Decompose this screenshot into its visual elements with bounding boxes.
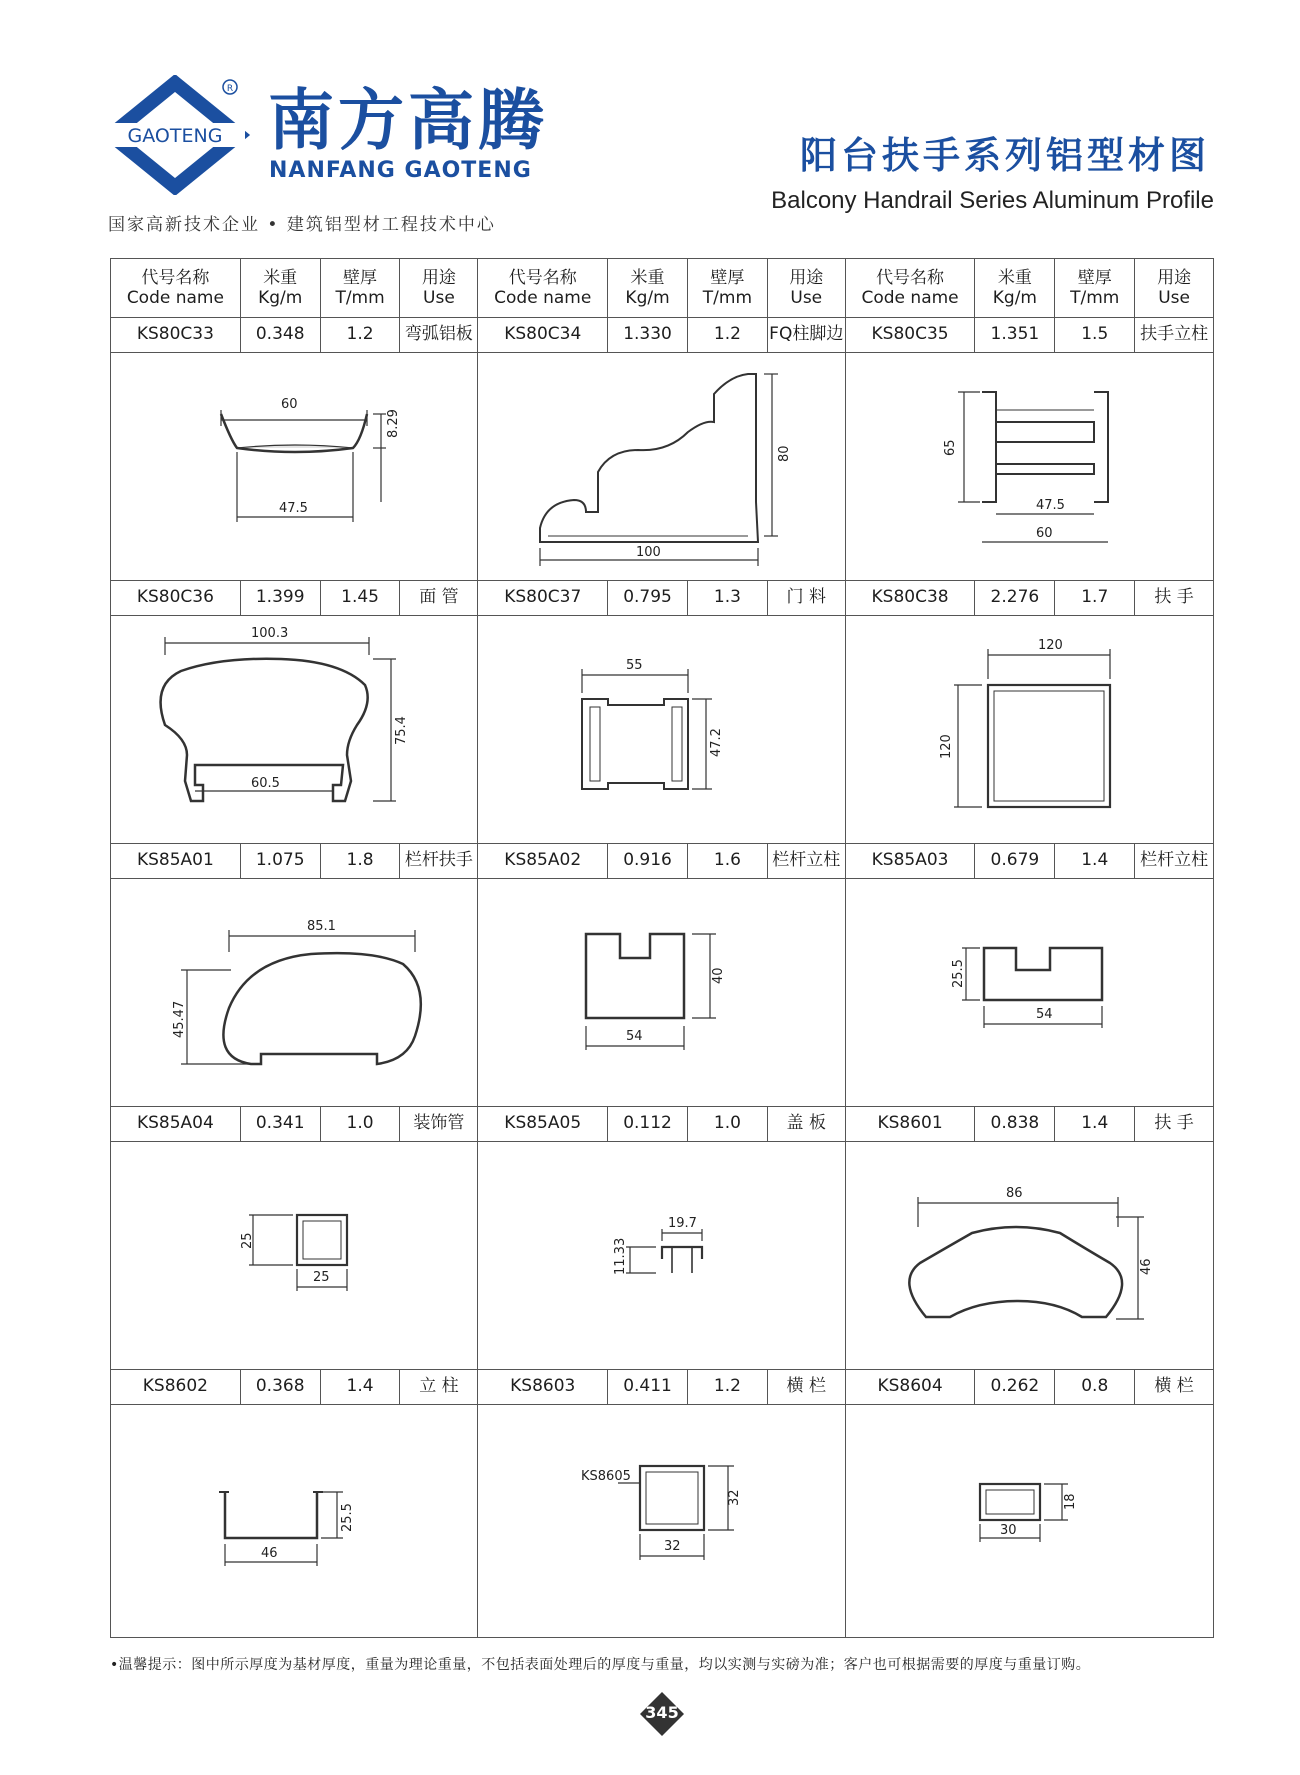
- svg-text:19.7: 19.7: [668, 1216, 698, 1231]
- code-cell: KS80C38: [846, 580, 976, 615]
- use-cell: 门 料: [768, 580, 846, 615]
- drawing-row: [111, 1141, 1213, 1370]
- profile-drawing-ks85a03: [846, 878, 1213, 1106]
- thickness-cell: 1.2: [688, 1369, 768, 1404]
- code-cell: KS8601: [846, 1106, 976, 1141]
- thickness-cell: 1.5: [1055, 317, 1135, 352]
- weight-cell: 1.075: [241, 843, 321, 878]
- svg-text:46: 46: [1138, 1258, 1154, 1275]
- profile-drawing-ks8604: [846, 1404, 1213, 1637]
- weight-cell: 1.351: [975, 317, 1055, 352]
- svg-text:46: 46: [261, 1546, 278, 1561]
- profile-table: [110, 258, 1214, 1638]
- svg-text:KS8605: KS8605: [581, 1469, 632, 1484]
- footnote: •温馨提示：图中所示厚度为基材厚度，重量为理论重量，不包括表面处理后的厚度与重量，均以实测与实磅为准；客户也可根据需要的厚度与重量订购。: [110, 1657, 1091, 1673]
- profile-drawing-ks85a01: [111, 878, 478, 1106]
- header-use: 用途 Use: [1157, 267, 1192, 308]
- profile-drawing-ks85a02: [478, 878, 845, 1106]
- thickness-cell: 1.3: [688, 580, 768, 615]
- brand-name-en: NANFANG GAOTENG: [269, 158, 532, 183]
- weight-cell: 0.112: [608, 1106, 688, 1141]
- use-cell: 栏杆扶手: [400, 843, 478, 878]
- code-cell: KS80C35: [846, 317, 976, 352]
- drawing-row: [111, 1404, 1213, 1637]
- header-weight: 米重 Kg/m: [608, 259, 688, 317]
- profile-drawing-ks80c34: [478, 352, 845, 580]
- thickness-cell: 1.4: [321, 1369, 401, 1404]
- use-cell: FQ柱脚边: [768, 317, 846, 352]
- info-row: [111, 1369, 1213, 1405]
- info-row: [111, 317, 1213, 353]
- header-thickness: 壁厚 T/mm: [1055, 259, 1135, 317]
- svg-text:32: 32: [727, 1489, 743, 1506]
- table-header-row: [111, 259, 1213, 318]
- header-use: 用途 Use: [768, 259, 846, 317]
- svg-text:60: 60: [1035, 526, 1053, 541]
- use-cell: 栏杆立柱: [1140, 850, 1209, 871]
- profile-drawing-ks8601: [846, 1141, 1213, 1369]
- code-cell: KS85A05: [478, 1106, 608, 1141]
- weight-cell: 0.838: [975, 1106, 1055, 1141]
- thickness-cell: 1.8: [321, 843, 401, 878]
- weight-cell: 0.411: [608, 1369, 688, 1404]
- svg-text:30: 30: [999, 1523, 1017, 1538]
- svg-text:8.29: 8.29: [386, 409, 401, 438]
- profile-drawing-ks8602: [111, 1404, 478, 1637]
- svg-text:18: 18: [1062, 1493, 1078, 1510]
- profile-drawing-ks80c33: [111, 352, 478, 580]
- code-cell: KS8604: [846, 1369, 976, 1404]
- code-cell: KS85A01: [111, 843, 241, 878]
- header-thickness: 壁厚 T/mm: [321, 259, 401, 317]
- page-number: 345: [645, 1703, 679, 1722]
- thickness-cell: 1.45: [321, 580, 401, 615]
- svg-text:80: 80: [777, 445, 793, 462]
- code-cell: KS8602: [111, 1369, 241, 1404]
- svg-text:25.5: 25.5: [340, 1503, 355, 1532]
- code-cell: KS8603: [478, 1369, 608, 1404]
- code-cell: KS80C36: [111, 580, 241, 615]
- weight-cell: 2.276: [975, 580, 1055, 615]
- thickness-cell: 1.4: [1055, 843, 1135, 878]
- thickness-cell: 1.6: [688, 843, 768, 878]
- svg-text:45.47: 45.47: [172, 1000, 187, 1038]
- svg-text:100.3: 100.3: [251, 626, 289, 641]
- drawing-row: [111, 352, 1213, 581]
- weight-cell: 0.262: [975, 1369, 1055, 1404]
- use-cell: 立 柱: [400, 1369, 478, 1404]
- header-use: 用途 Use: [400, 259, 478, 317]
- svg-text:75.4: 75.4: [394, 716, 409, 745]
- svg-text:55: 55: [626, 658, 643, 673]
- svg-text:120: 120: [938, 734, 954, 759]
- svg-text:100: 100: [636, 545, 662, 560]
- thickness-cell: 1.2: [321, 317, 401, 352]
- use-cell: 扶手立柱: [1140, 324, 1209, 345]
- weight-cell: 1.399: [241, 580, 321, 615]
- svg-text:40: 40: [711, 967, 727, 984]
- thickness-cell: 1.7: [1055, 580, 1135, 615]
- use-cell: 栏杆立柱: [768, 843, 846, 878]
- header-code: 代号名称 Code name: [111, 259, 241, 317]
- info-row: [111, 580, 1213, 616]
- header-thickness: 壁厚 T/mm: [688, 259, 768, 317]
- use-cell: 弯弧铝板: [400, 317, 478, 352]
- profile-drawing-ks85a05: [478, 1141, 845, 1369]
- code-cell: KS85A02: [478, 843, 608, 878]
- weight-cell: 0.679: [975, 843, 1055, 878]
- profile-drawing-ks80c38: [846, 615, 1213, 843]
- weight-cell: 0.795: [608, 580, 688, 615]
- drawing-row: [111, 615, 1213, 844]
- code-cell: KS80C34: [478, 317, 608, 352]
- svg-text:60: 60: [281, 397, 298, 412]
- svg-text:54: 54: [1035, 1007, 1053, 1022]
- drawing-row: [111, 878, 1213, 1107]
- header-code: 代号名称 Code name: [478, 259, 608, 317]
- svg-text:25: 25: [313, 1270, 330, 1285]
- profile-drawing-ks8603: [478, 1404, 845, 1637]
- svg-text:25: 25: [240, 1232, 255, 1249]
- code-cell: KS85A04: [111, 1106, 241, 1141]
- svg-text:32: 32: [664, 1539, 681, 1554]
- brand-name-cn: 南方高腾: [268, 82, 548, 159]
- svg-text:47.5: 47.5: [279, 501, 308, 516]
- info-row: [111, 843, 1213, 879]
- info-row: [111, 1106, 1213, 1142]
- svg-text:R: R: [226, 84, 234, 94]
- svg-text:86: 86: [1005, 1186, 1023, 1201]
- header-weight: 米重 Kg/m: [975, 259, 1055, 317]
- svg-text:47.2: 47.2: [709, 728, 725, 757]
- code-cell: KS80C33: [111, 317, 241, 352]
- weight-cell: 1.330: [608, 317, 688, 352]
- weight-cell: 0.348: [241, 317, 321, 352]
- weight-cell: 0.916: [608, 843, 688, 878]
- use-cell: 面 管: [400, 580, 478, 615]
- svg-text:85.1: 85.1: [307, 919, 336, 934]
- gaoteng-logo: [105, 75, 255, 195]
- profile-drawing-ks85a04: [111, 1141, 478, 1369]
- page-title-en: Balcony Handrail Series Aluminum Profile: [771, 187, 1214, 214]
- svg-text:60.5: 60.5: [251, 776, 280, 791]
- use-cell: 横 栏: [768, 1369, 846, 1404]
- thickness-cell: 0.8: [1055, 1369, 1135, 1404]
- profile-drawing-ks80c35: [846, 352, 1213, 580]
- header-weight: 米重 Kg/m: [241, 259, 321, 317]
- weight-cell: 0.341: [241, 1106, 321, 1141]
- brand-tagline: 国家高新技术企业 • 建筑铝型材工程技术中心: [108, 215, 496, 235]
- svg-text:GAOTENG: GAOTENG: [127, 125, 223, 147]
- use-cell: 装饰管: [400, 1106, 478, 1141]
- thickness-cell: 1.0: [321, 1106, 401, 1141]
- svg-text:47.5: 47.5: [1035, 498, 1065, 513]
- svg-text:65: 65: [942, 439, 958, 456]
- svg-text:54: 54: [626, 1029, 643, 1044]
- thickness-cell: 1.4: [1055, 1106, 1135, 1141]
- page-title-cn: 阳台扶手系列铝型材图: [800, 134, 1210, 177]
- svg-text:25.5: 25.5: [950, 959, 966, 988]
- thickness-cell: 1.0: [688, 1106, 768, 1141]
- use-cell: 扶 手: [1154, 1113, 1194, 1134]
- code-cell: KS80C37: [478, 580, 608, 615]
- svg-text:120: 120: [1037, 638, 1063, 653]
- profile-drawing-ks80c37: [478, 615, 845, 843]
- use-cell: 扶 手: [1154, 587, 1194, 608]
- use-cell: 横 栏: [1154, 1376, 1194, 1397]
- thickness-cell: 1.2: [688, 317, 768, 352]
- svg-text:11.33: 11.33: [613, 1237, 629, 1275]
- weight-cell: 0.368: [241, 1369, 321, 1404]
- header-code: 代号名称 Code name: [846, 259, 976, 317]
- profile-drawing-ks80c36: [111, 615, 478, 843]
- code-cell: KS85A03: [846, 843, 976, 878]
- use-cell: 盖 板: [768, 1106, 846, 1141]
